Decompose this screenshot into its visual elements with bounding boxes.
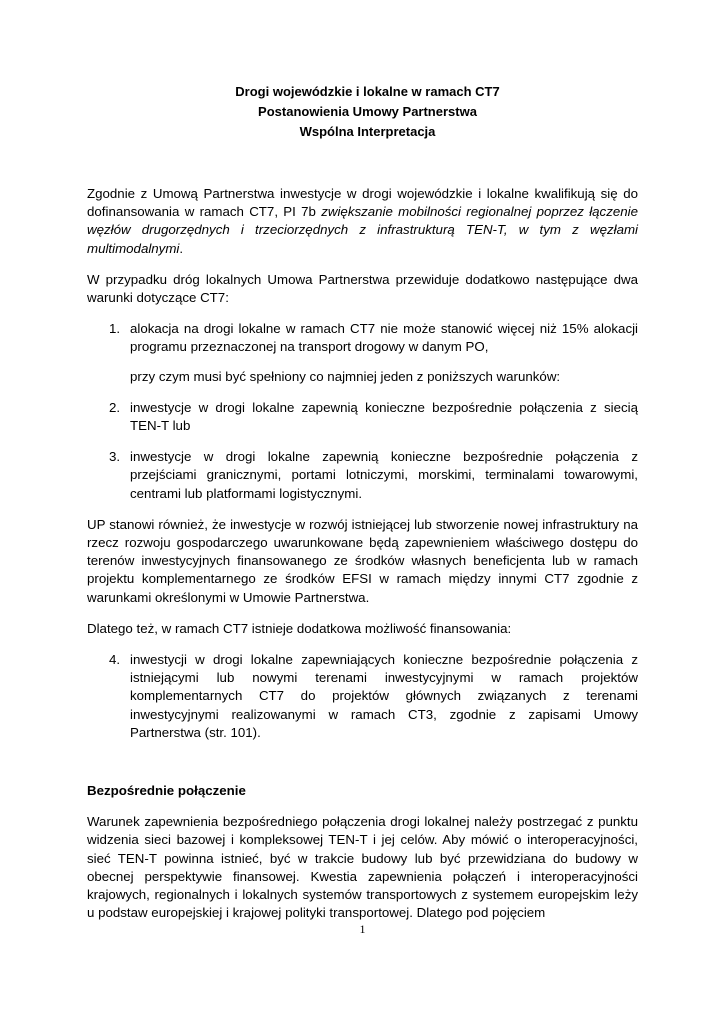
list-item-text: inwestycje w drogi lokalne zapewnią konieczne bezpośrednie połączenia z siecią TEN-T lub bbox=[130, 399, 638, 434]
paragraph-intro bbox=[87, 185, 638, 258]
list-item-text: inwestycje w drogi lokalne zapewnią konieczne bezpośrednie połączenia z przejściami granicznymi, portami lotniczymi, morskimi, terminalami towarowymi, centrami lub platformami logistycznymi. bbox=[130, 449, 638, 501]
list-item-1 bbox=[87, 320, 638, 356]
list-number: 3. bbox=[109, 449, 121, 465]
title-line-2: Postanowienia Umowy Partnerstwa bbox=[258, 104, 477, 119]
paragraph-intro-end: . bbox=[179, 240, 184, 256]
paragraph-intro-italic: zwiększanie mobilności regionalnej poprzez łączenie węzłów drugorzędnych i trzeciorzędnych z infrastrukturą TEN-T, w tym z węzłami multimodalnymi bbox=[87, 204, 638, 256]
paragraph-direct-connection: Warunek zapewnienia bezpośredniego połączenia drogi lokalnej należy postrzegać z punktu widzenia sieci bazowej i kompleksowej TEN-T i jej celów. Aby mówić o interoperacyjności, sieć TEN-T powinna istnieć, być w trakcie budowy lub być przewidziana do budowy w obecnej perspektywie finansowej. Kwestia zapewnienia połączeń i interoperacyjności krajowych, regionalnych i lokalnych systemów transportowych z systemem europejskim leży u podstaw europejskiej i krajowej polityki transportowej. Dlatego pod pojęciem bbox=[87, 814, 638, 921]
list-item-2 bbox=[87, 399, 638, 435]
list-item-4 bbox=[87, 651, 638, 742]
section-heading: Bezpośrednie połączenie bbox=[87, 783, 246, 799]
list-number: 2. bbox=[109, 399, 121, 415]
paragraph-intro-text: Zgodnie z Umową Partnerstwa inwestycje w drogi wojewódzkie i lokalne kwalifikują się do dofinansowania w ramach CT7, PI 7b bbox=[87, 186, 638, 220]
title-line-1: Drogi wojewódzkie i lokalne w ramach CT7 bbox=[235, 84, 500, 99]
document-title bbox=[0, 82, 725, 142]
list-item-text: alokacja na drogi lokalne w ramach CT7 nie może stanowić więcej niż 15% alokacji programu przeznaczonej na transport drogowy w danym PO, bbox=[130, 321, 638, 355]
list-number: 1. bbox=[109, 321, 121, 337]
paragraph-additional-funding: Dlatego też, w ramach CT7 istnieje dodatkowa możliwość finansowania: bbox=[87, 620, 512, 636]
page-number: 1 bbox=[359, 922, 366, 936]
paragraph-up-investment: UP stanowi również, że inwestycje w rozwój istniejącej lub stworzenie nowej infrastruktury na rzecz rozwoju gospodarczego uwarunkowane będą zapewnieniem właściwego dostępu do terenów inwestycyjnych finansowanego ze środków własnych beneficjenta lub w ramach projektu komplementarnego ze środków EFSI w ramach między innymi CT7 zgodnie z warunkami określonymi w Umowie Partnerstwa. bbox=[87, 516, 638, 605]
paragraph-local-roads: W przypadku dróg lokalnych Umowa Partnerstwa przewiduje dodatkowo następujące dwa warunki dotyczące CT7: bbox=[87, 271, 638, 306]
list-item-text: inwestycji w drogi lokalne zapewniających konieczne bezpośrednie połączenia z istniejącymi lub nowymi terenami inwestycyjnymi w ramach projektów komplementarnych CT7 do projektów głównych związanych z terenami inwestycyjnymi realizowanymi w ramach CT3, zgodnie z zapisami Umowy Partnerstwa (str. 101). bbox=[130, 652, 638, 740]
list-number: 4. bbox=[109, 652, 121, 668]
list-condition-note: przy czym musi być spełniony co najmniej jeden z poniższych warunków: bbox=[130, 368, 561, 384]
document-body bbox=[87, 185, 638, 923]
title-line-3: Wspólna Interpretacja bbox=[299, 124, 436, 139]
list-item-3 bbox=[87, 448, 638, 503]
